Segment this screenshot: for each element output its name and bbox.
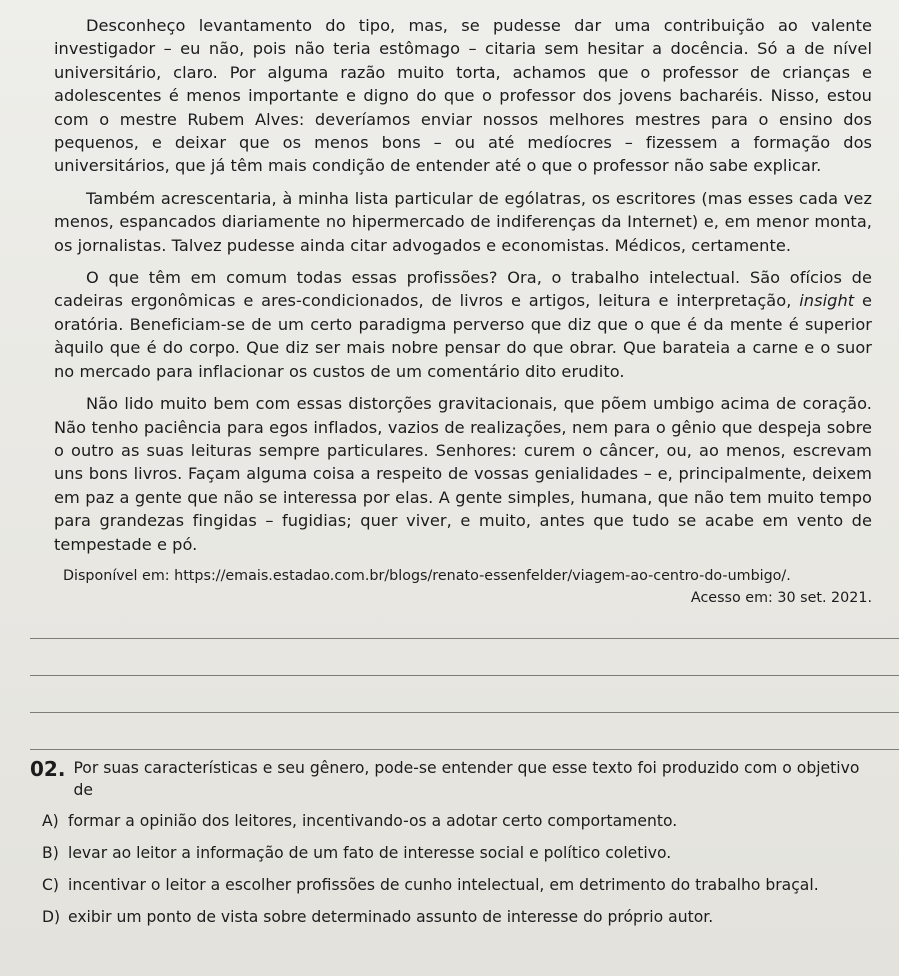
question-stem	[30, 757, 870, 801]
paragraph-3-text-b: e oratória. Beneficiam-se de um certo paradigma perverso que diz que o que é da mente é superior àquilo que é do corpo. Que diz ser mais nobre pensar do que obrar. Que barateia a carne e o suor no mercado para inflacionar os custos de um comentário dito erudito.	[54, 291, 872, 381]
paragraph-2: Também acrescentaria, à minha lista particular de ególatras, os escritores (mas esses cada vez menos, espancados diariamente no hipermercado de indiferenças da Internet) e, em menor monta, os jornalistas. Talvez pudesse ainda citar advogados e economistas. Médicos, certamente.	[54, 188, 872, 255]
option-text: incentivar o leitor a escolher profissões de cunho intelectual, em detrimento do trabalho braçal.	[68, 876, 819, 894]
article-text	[54, 14, 872, 609]
option-letter: A)	[42, 812, 59, 830]
option-a[interactable]	[42, 810, 870, 832]
option-letter: B)	[42, 844, 59, 862]
question-number: 02.	[30, 757, 66, 781]
option-d[interactable]	[42, 906, 870, 928]
answer-line	[30, 675, 899, 676]
question-text: Por suas características e seu gênero, pode-se entender que esse texto foi produzido com o objetivo de	[73, 759, 860, 799]
option-letter: C)	[42, 876, 59, 894]
answer-line	[30, 712, 899, 713]
answer-options	[30, 810, 870, 928]
source-citation	[54, 565, 872, 609]
question-02	[30, 757, 870, 938]
option-text: levar ao leitor a informação de um fato de interesse social e político coletivo.	[68, 844, 672, 862]
paragraph-3-italic: insight	[799, 291, 855, 311]
answer-line	[30, 638, 899, 639]
option-c[interactable]	[42, 874, 870, 896]
option-letter: D)	[42, 908, 61, 926]
paragraph-1: Desconheço levantamento do tipo, mas, se pudesse dar uma contribuição ao valente investigador – eu não, pois não teria estômago – citaria sem hesitar a docência. Só a de nível universitário, claro. Por alguma razão muito torta, achamos que o professor de crianças e adolescentes é menos importante e digno do que o professor dos jovens bacharéis. Nisso, estou com o mestre Rubem Alves: deveríamos enviar nossos melhores mestres para o ensino dos pequenos, e deixar que os menos bons – ou até medíocres – fizessem a formação dos universitários, que já têm mais condição de entender até o que o professor não sabe explicar.	[54, 16, 872, 176]
paragraph-3-text-a: O que têm em comum todas essas profissões? Ora, o trabalho intelectual. São ofícios de cadeiras ergonômicas e ares-condicionados, de livros e artigos, leitura e interpretação,	[54, 268, 872, 311]
option-text: exibir um ponto de vista sobre determinado assunto de interesse do próprio autor.	[68, 908, 714, 926]
option-text: formar a opinião dos leitores, incentivando-os a adotar certo comportamento.	[68, 812, 678, 830]
option-b[interactable]	[42, 842, 870, 864]
answer-line	[30, 749, 899, 750]
paragraph-3	[54, 266, 872, 383]
source-access-date: Acesso em: 30 set. 2021.	[690, 589, 872, 606]
paragraph-4: Não lido muito bem com essas distorções gravitacionais, que põem umbigo acima de coração. Não tenho paciência para egos inflados, vazios de realizações, nem para o gênio que despeja sobre o outro as suas leituras sempre particulares. Senhores: curem o câncer, ou, ao menos, escrevam uns bons livros. Façam alguma coisa a respeito de vossas genialidades – e, principalmente, deixem em paz a gente que não se interessa por elas. A gente simples, humana, que não tem muito tempo para grandezas fingidas – fugidias; quer viver, e muito, antes que tudo se acabe em vento de tempestade e pó.	[54, 394, 872, 554]
source-url: Disponível em: https://emais.estadao.com.br/blogs/renato-essenfelder/viagem-ao-centro-do-umbigo/.	[63, 567, 791, 584]
